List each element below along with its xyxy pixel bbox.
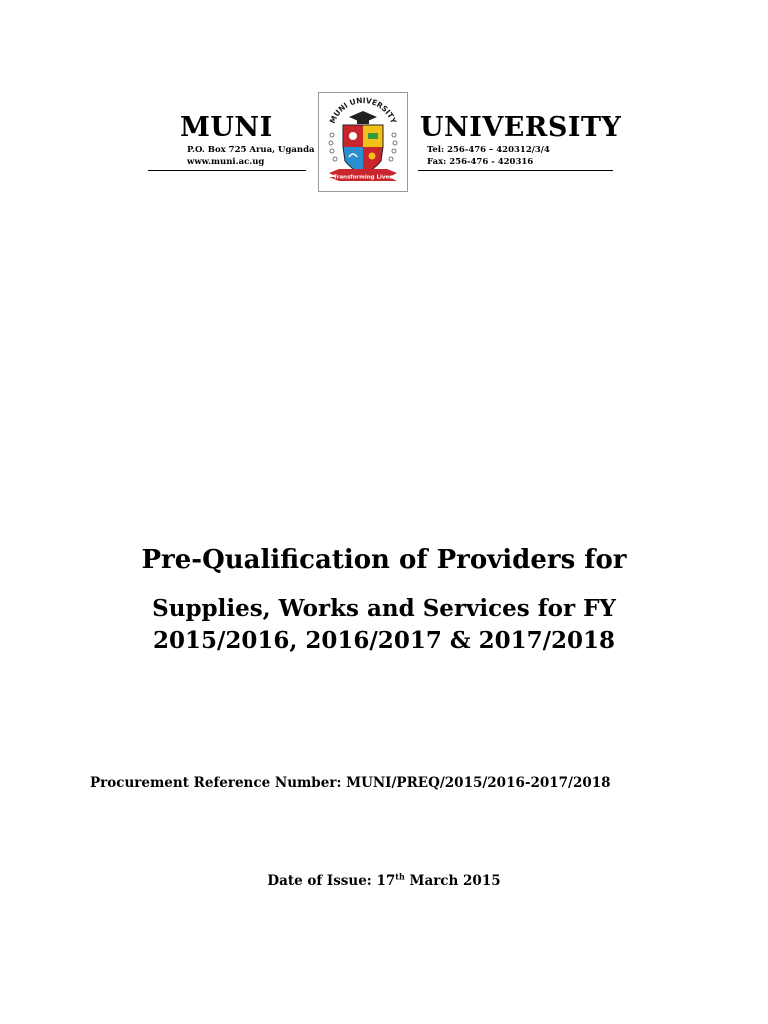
document-title-line2: Supplies, Works and Services for FY [152, 595, 616, 622]
header-rule-right [418, 170, 613, 171]
university-name-left: MUNI [180, 112, 273, 143]
procurement-reference: Procurement Reference Number: MUNI/PREQ/2015/2016-2017/2018 [90, 775, 611, 791]
postal-address: P.O. Box 725 Arua, Uganda [187, 145, 315, 155]
document-title-line3: 2015/2016, 2016/2017 & 2017/2018 [152, 627, 616, 654]
website: www.muni.ac.ug [187, 157, 265, 167]
university-name-right: UNIVERSITY [420, 112, 622, 143]
issue-date [0, 873, 768, 889]
logo-arc-text: MUNI UNIVERSITY [327, 95, 399, 125]
crest-icon [319, 93, 407, 191]
header-rule-left [148, 170, 306, 171]
issue-date-rest: March 2015 [404, 873, 501, 889]
issue-date-prefix: Date of Issue: 17 [267, 873, 396, 889]
issue-date-ordinal: th [395, 871, 405, 882]
logo-motto: Transforming Lives [333, 174, 393, 181]
document-title-line1: Pre-Qualification of Providers for [141, 545, 627, 575]
telephone: Tel: 256-476 – 420312/3/4 [427, 145, 550, 155]
university-logo [318, 92, 408, 192]
fax-number: Fax: 256-476 - 420316 [427, 157, 534, 167]
